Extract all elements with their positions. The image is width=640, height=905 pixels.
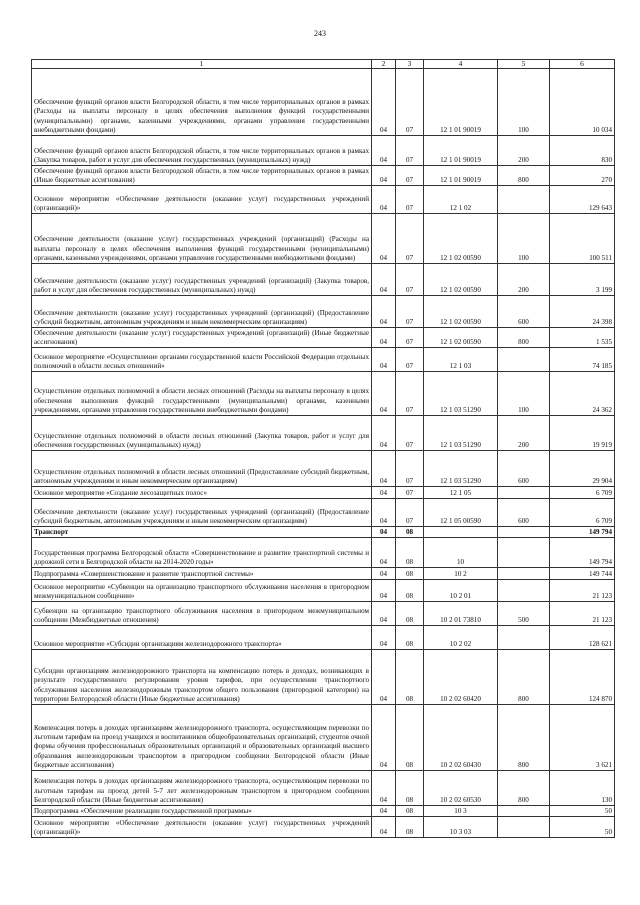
row-expense-type: 800 xyxy=(498,705,550,771)
row-subsection-code: 07 xyxy=(396,416,424,451)
row-section-code: 04 xyxy=(372,817,396,838)
row-subsection-code: 08 xyxy=(396,650,424,705)
row-section-code: 04 xyxy=(372,499,396,527)
row-section-code: 04 xyxy=(372,580,396,602)
row-amount: 149 794 xyxy=(550,527,615,538)
column-header: 2 xyxy=(372,60,396,69)
row-section-code: 04 xyxy=(372,771,396,806)
table-body xyxy=(32,69,615,838)
row-amount: 29 904 xyxy=(550,451,615,487)
table-row xyxy=(32,296,615,328)
section-row xyxy=(32,527,615,538)
row-expense-type: 800 xyxy=(498,166,550,186)
row-target-article xyxy=(424,527,498,538)
row-description: Подпрограмма «Совершенствование и развитие транспортной системы» xyxy=(32,568,372,580)
row-section-code: 04 xyxy=(372,806,396,817)
row-amount: 6 709 xyxy=(550,499,615,527)
row-target-article: 10 2 02 60420 xyxy=(424,650,498,705)
table-row xyxy=(32,69,615,136)
budget-table xyxy=(31,59,615,838)
row-target-article: 12 1 03 xyxy=(424,348,498,372)
row-subsection-code: 07 xyxy=(396,136,424,166)
row-target-article: 12 1 01 90019 xyxy=(424,69,498,136)
row-section-code: 04 xyxy=(372,166,396,186)
column-header: 4 xyxy=(424,60,498,69)
row-section-code: 04 xyxy=(372,650,396,705)
row-description: Осуществление отдельных полномочий в области лесных отношений (Расходы на выплаты персоналу в целях обеспечения выполнения функций государственными (муниципальными) органами, казенными учреждениями, органами управления государственными внебюджетными фондами) xyxy=(32,372,372,416)
row-description: Обеспечение функций органов власти Белгородской области, в том числе территориальных органов в рамках (Расходы на выплаты персоналу в целях обеспечения выполнения функций государственными (муниципальными) органами, казенными учреждениями, органами управления государственными внебюджетными фондами) xyxy=(32,69,372,136)
row-expense-type xyxy=(498,487,550,499)
column-header: 5 xyxy=(498,60,550,69)
row-section-code: 04 xyxy=(372,568,396,580)
row-description: Компенсация потерь в доходах организациям железнодорожного транспорта, осуществляющим перевозки по льготным тарифам на проезд учащихся и воспитанников общеобразовательных организаций, студентов очной формы обучения профессиональных образовательных организаций и образовательных организаций высшего образования железнодорожным транспортом в пригородном сообщении Белгородской области (Иные бюджетные ассигнования) xyxy=(32,705,372,771)
row-description: Основное мероприятие «Обеспечение деятельности (оказание услуг) государственных учреждений (организаций)» xyxy=(32,186,372,214)
row-subsection-code: 08 xyxy=(396,602,424,626)
row-section-code: 04 xyxy=(372,214,396,264)
row-target-article: 12 1 02 00590 xyxy=(424,214,498,264)
row-description: Осуществление отдельных полномочий в области лесных отношений (Предоставление субсидий бюджетным, автономным учреждениям и иным некоммерческим организациям) xyxy=(32,451,372,487)
row-section-code: 04 xyxy=(372,538,396,568)
row-subsection-code: 08 xyxy=(396,580,424,602)
row-target-article: 10 2 01 xyxy=(424,580,498,602)
row-subsection-code: 08 xyxy=(396,771,424,806)
row-amount: 24 398 xyxy=(550,296,615,328)
row-expense-type: 600 xyxy=(498,499,550,527)
row-expense-type: 200 xyxy=(498,264,550,296)
table-row xyxy=(32,705,615,771)
row-target-article: 12 1 02 00590 xyxy=(424,328,498,348)
row-target-article: 12 1 05 xyxy=(424,487,498,499)
row-amount: 24 362 xyxy=(550,372,615,416)
table-row xyxy=(32,186,615,214)
row-amount: 50 xyxy=(550,806,615,817)
table-row xyxy=(32,166,615,186)
table-row xyxy=(32,416,615,451)
row-subsection-code: 08 xyxy=(396,568,424,580)
row-section-code: 04 xyxy=(372,602,396,626)
row-target-article: 12 1 05 00590 xyxy=(424,499,498,527)
table-row xyxy=(32,499,615,527)
table-row xyxy=(32,348,615,372)
row-target-article: 10 2 01 73810 xyxy=(424,602,498,626)
row-amount: 128 621 xyxy=(550,626,615,650)
row-expense-type: 100 xyxy=(498,69,550,136)
row-subsection-code: 07 xyxy=(396,69,424,136)
row-amount: 6 709 xyxy=(550,487,615,499)
row-subsection-code: 07 xyxy=(396,451,424,487)
table-row xyxy=(32,538,615,568)
row-amount: 830 xyxy=(550,136,615,166)
row-expense-type xyxy=(498,817,550,838)
row-expense-type xyxy=(498,186,550,214)
row-subsection-code: 07 xyxy=(396,348,424,372)
row-expense-type: 100 xyxy=(498,214,550,264)
row-section-code: 04 xyxy=(372,416,396,451)
row-expense-type xyxy=(498,580,550,602)
row-amount: 19 919 xyxy=(550,416,615,451)
row-target-article: 10 2 02 60530 xyxy=(424,771,498,806)
row-expense-type: 800 xyxy=(498,328,550,348)
row-section-code: 04 xyxy=(372,626,396,650)
row-target-article: 12 1 03 51290 xyxy=(424,372,498,416)
table-row xyxy=(32,264,615,296)
row-section-code: 04 xyxy=(372,69,396,136)
row-description: Компенсация потерь в доходах организациям железнодорожного транспорта, осуществляющим перевозки по льготным тарифам на проезд детей 5-7 лет железнодорожным транспортом в пригородном сообщении Белгородской области (Иные бюджетные ассигнования) xyxy=(32,771,372,806)
table-row xyxy=(32,136,615,166)
row-expense-type: 200 xyxy=(498,416,550,451)
row-section-code: 04 xyxy=(372,348,396,372)
row-section-code: 04 xyxy=(372,705,396,771)
table-row xyxy=(32,626,615,650)
row-description: Обеспечение деятельности (оказание услуг) государственных учреждений (организаций) (Предоставление субсидий бюджетным, автономным учреждениям и иным некоммерческим организациям) xyxy=(32,499,372,527)
row-subsection-code: 07 xyxy=(396,372,424,416)
row-expense-type: 100 xyxy=(498,372,550,416)
row-description: Осуществление отдельных полномочий в области лесных отношений (Закупка товаров, работ и услуг для обеспечения государственных (муниципальных) нужд) xyxy=(32,416,372,451)
row-description: Обеспечение функций органов власти Белгородской области, в том числе территориальных органов в рамках (Закупка товаров, работ и услуг для обеспечения государственных (муниципальных) нужд) xyxy=(32,136,372,166)
column-header: 1 xyxy=(32,60,372,69)
row-section-code: 04 xyxy=(372,264,396,296)
row-amount: 130 xyxy=(550,771,615,806)
table-row xyxy=(32,817,615,838)
row-amount: 21 123 xyxy=(550,580,615,602)
row-expense-type: 600 xyxy=(498,451,550,487)
row-target-article: 12 1 02 00590 xyxy=(424,264,498,296)
row-expense-type xyxy=(498,806,550,817)
row-description: Подпрограмма «Обеспечение реализации государственной программы» xyxy=(32,806,372,817)
row-description: Обеспечение деятельности (оказание услуг) государственных учреждений (организаций) (Закупка товаров, работ и услуг для обеспечения государственных (муниципальных) нужд) xyxy=(32,264,372,296)
row-description: Государственная программа Белгородской области «Совершенствование и развитие транспортной системы и дорожной сети в Белгородской области на 2014-2020 годы» xyxy=(32,538,372,568)
row-section-code: 04 xyxy=(372,186,396,214)
row-section-code: 04 xyxy=(372,296,396,328)
column-header: 6 xyxy=(550,60,615,69)
row-expense-type xyxy=(498,538,550,568)
row-description: Транспорт xyxy=(32,527,372,538)
row-target-article: 10 2 xyxy=(424,568,498,580)
table-row xyxy=(32,580,615,602)
table-row xyxy=(32,372,615,416)
row-amount: 10 034 xyxy=(550,69,615,136)
row-amount: 3 199 xyxy=(550,264,615,296)
row-target-article: 10 xyxy=(424,538,498,568)
row-description: Субсидии организациям железнодорожного транспорта на компенсацию потерь в доходах, возникающих в результате государственного регулирования уровня тарифов, при осуществлении транспортного обслуживания населения железнодорожным транспортом общего пользования (пригородной категории) на территории Белгородской области (Иные бюджетные ассигнования) xyxy=(32,650,372,705)
row-target-article: 12 1 01 90019 xyxy=(424,166,498,186)
row-amount: 21 123 xyxy=(550,602,615,626)
row-section-code: 04 xyxy=(372,527,396,538)
row-expense-type xyxy=(498,348,550,372)
row-subsection-code: 08 xyxy=(396,817,424,838)
row-subsection-code: 08 xyxy=(396,806,424,817)
row-description: Основное мероприятие «Осуществление органами государственной власти Российской Федерации отдельных полномочий в области лесных отношений» xyxy=(32,348,372,372)
row-description: Основное мероприятие «Создание лесозащитных полос» xyxy=(32,487,372,499)
row-section-code: 04 xyxy=(372,136,396,166)
table-row xyxy=(32,328,615,348)
row-target-article: 12 1 03 51290 xyxy=(424,416,498,451)
table-row xyxy=(32,451,615,487)
row-target-article: 12 1 02 xyxy=(424,186,498,214)
row-amount: 149 794 xyxy=(550,538,615,568)
row-target-article: 10 2 02 60430 xyxy=(424,705,498,771)
row-amount: 129 643 xyxy=(550,186,615,214)
row-subsection-code: 07 xyxy=(396,186,424,214)
row-section-code: 04 xyxy=(372,372,396,416)
row-expense-type: 800 xyxy=(498,771,550,806)
row-subsection-code: 08 xyxy=(396,705,424,771)
table-row xyxy=(32,487,615,499)
row-expense-type xyxy=(498,527,550,538)
table-row xyxy=(32,214,615,264)
row-subsection-code: 07 xyxy=(396,487,424,499)
row-target-article: 12 1 03 51290 xyxy=(424,451,498,487)
row-amount: 124 870 xyxy=(550,650,615,705)
row-amount: 3 621 xyxy=(550,705,615,771)
row-section-code: 04 xyxy=(372,328,396,348)
table-row xyxy=(32,602,615,626)
table-row xyxy=(32,806,615,817)
row-amount: 270 xyxy=(550,166,615,186)
row-subsection-code: 08 xyxy=(396,538,424,568)
row-expense-type: 600 xyxy=(498,296,550,328)
table-row xyxy=(32,568,615,580)
row-target-article: 12 1 02 00590 xyxy=(424,296,498,328)
row-target-article: 10 2 02 xyxy=(424,626,498,650)
row-subsection-code: 07 xyxy=(396,166,424,186)
row-description: Обеспечение функций органов власти Белгородской области, в том числе территориальных органов в рамках (Иные бюджетные ассигнования) xyxy=(32,166,372,186)
table-row xyxy=(32,650,615,705)
column-header: 3 xyxy=(396,60,424,69)
row-expense-type xyxy=(498,626,550,650)
row-subsection-code: 07 xyxy=(396,296,424,328)
row-expense-type: 500 xyxy=(498,602,550,626)
row-amount: 74 185 xyxy=(550,348,615,372)
row-section-code: 04 xyxy=(372,451,396,487)
row-amount: 149 744 xyxy=(550,568,615,580)
row-description: Обеспечение деятельности (оказание услуг) государственных учреждений (организаций) (Расходы на выплаты персоналу в целях обеспечения выполнения функций государственными (муниципальными) органами, казенными учреждениями, органами управления государственными внебюджетными фондами) xyxy=(32,214,372,264)
row-description: Основное мероприятие «Обеспечение деятельности (оказание услуг) государственных учреждений (организаций)» xyxy=(32,817,372,838)
row-amount: 1 535 xyxy=(550,328,615,348)
row-description: Обеспечение деятельности (оказание услуг) государственных учреждений (организаций) (Предоставление субсидий бюджетным, автономным учреждениям и иным некоммерческим организациям) xyxy=(32,296,372,328)
row-section-code: 04 xyxy=(372,487,396,499)
row-amount: 100 511 xyxy=(550,214,615,264)
row-description: Основное мероприятие «Субсидии организациям железнодорожного транспорта» xyxy=(32,626,372,650)
row-target-article: 12 1 01 90019 xyxy=(424,136,498,166)
row-target-article: 10 3 03 xyxy=(424,817,498,838)
row-description: Субвенции на организацию транспортного обслуживания населения в пригородном межмуниципальном сообщении (Межбюджетные отношения) xyxy=(32,602,372,626)
row-expense-type: 800 xyxy=(498,650,550,705)
row-description: Обеспечение деятельности (оказание услуг) государственных учреждений (организаций) (Иные бюджетные ассигнования) xyxy=(32,328,372,348)
row-description: Основное мероприятие «Субвенции на организацию транспортного обслуживания населения в пригородном межмуниципальном сообщении» xyxy=(32,580,372,602)
table-row xyxy=(32,771,615,806)
row-subsection-code: 07 xyxy=(396,328,424,348)
row-subsection-code: 08 xyxy=(396,626,424,650)
row-expense-type: 200 xyxy=(498,136,550,166)
page-number: 243 xyxy=(314,29,326,38)
row-subsection-code: 08 xyxy=(396,527,424,538)
row-target-article: 10 3 xyxy=(424,806,498,817)
table-header-row xyxy=(32,60,615,69)
row-subsection-code: 07 xyxy=(396,264,424,296)
row-expense-type xyxy=(498,568,550,580)
row-subsection-code: 07 xyxy=(396,499,424,527)
row-subsection-code: 07 xyxy=(396,214,424,264)
row-amount: 50 xyxy=(550,817,615,838)
